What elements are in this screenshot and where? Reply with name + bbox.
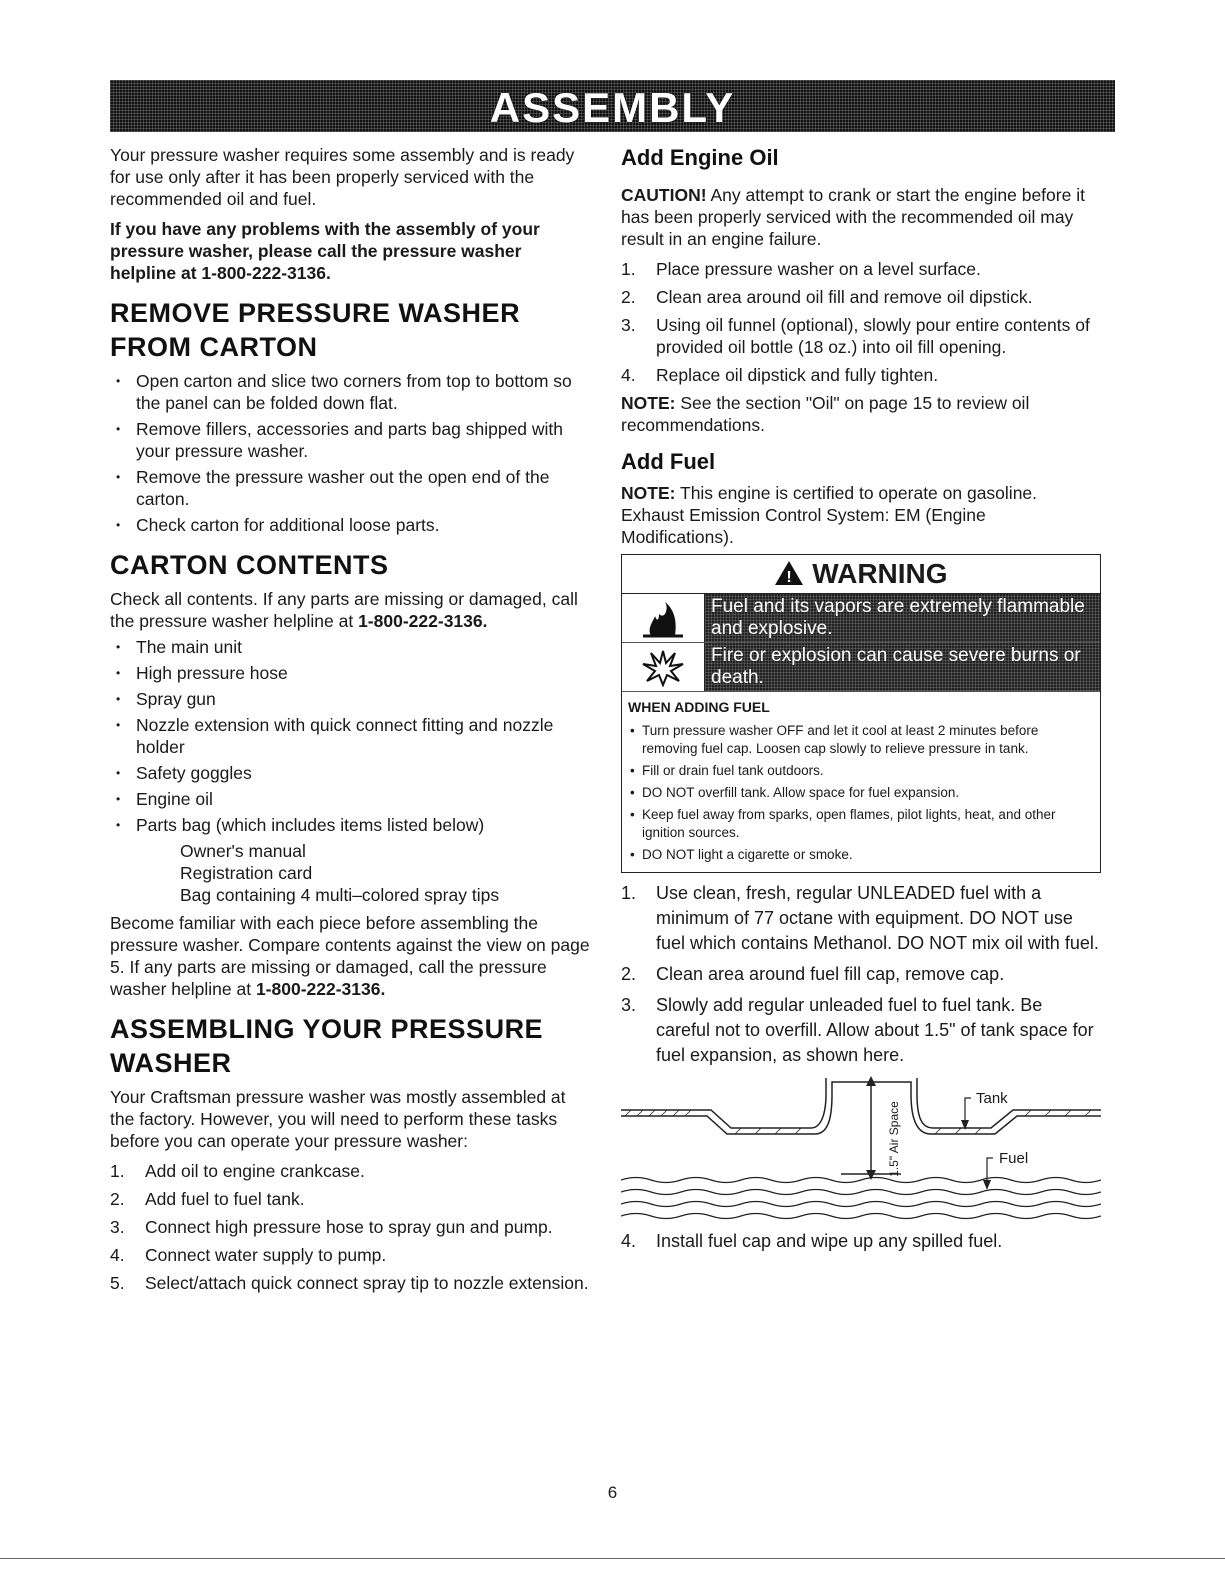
- list-item: • The main unit: [110, 636, 592, 658]
- step-number: 1.: [621, 883, 637, 903]
- step-number: 1.: [110, 1161, 125, 1181]
- step-text: Connect water supply to pump.: [145, 1245, 387, 1265]
- step-text: Replace oil dipstick and fully tighten.: [656, 365, 939, 385]
- air-space-label: 1.5" Air Space: [887, 1101, 901, 1177]
- warning-row-flammable: [622, 594, 1100, 643]
- oil-steps: [621, 258, 1101, 386]
- fuel-tank-diagram: [621, 1074, 1101, 1224]
- note-label: NOTE:: [621, 483, 676, 503]
- step-number: 4.: [621, 365, 636, 385]
- step-number: 4.: [110, 1245, 125, 1265]
- step-item: [621, 258, 1101, 280]
- step-number: 2.: [621, 964, 637, 984]
- contents-intro-text: Check all contents. If any parts are missing or damaged, call the pressure washer helpline at: [110, 589, 578, 631]
- list-item: • Nozzle extension with quick connect fitting and nozzle holder: [110, 714, 592, 758]
- list-item: • Safety goggles: [110, 762, 592, 784]
- flammable-icon: [622, 594, 705, 642]
- oil-note: [621, 392, 1101, 436]
- step-text: Clean area around fuel fill cap, remove cap.: [656, 964, 1005, 984]
- fuel-steps: [621, 881, 1101, 1068]
- step-text: Select/attach quick connect spray tip to nozzle extension.: [145, 1273, 589, 1293]
- right-column: [621, 144, 1101, 1258]
- fuel-note: [621, 482, 1101, 548]
- step-item: [110, 1160, 592, 1182]
- step-item: [110, 1216, 592, 1238]
- list-item: • Open carton and slice two corners from top to bottom so the panel can be folded down flat.: [110, 370, 592, 414]
- caution-label: CAUTION!: [621, 185, 707, 205]
- page-number: 6: [607, 1483, 618, 1502]
- step-text: Add fuel to fuel tank.: [145, 1189, 305, 1209]
- note-label: NOTE:: [621, 393, 676, 413]
- step-text: Use clean, fresh, regular UNLEADED fuel with a minimum of 77 octane with equipment. DO NOT use fuel which contains Methanol. DO NOT mix oil with fuel.: [656, 883, 1099, 953]
- list-item: • Remove fillers, accessories and parts bag shipped with your pressure washer.: [110, 418, 592, 462]
- step-number: 3.: [110, 1217, 125, 1237]
- step-item: [621, 962, 1101, 987]
- list-item: • Remove the pressure washer out the open end of the carton.: [110, 466, 592, 510]
- step-item: [110, 1244, 592, 1266]
- step-number: 5.: [110, 1273, 125, 1293]
- remove-heading: REMOVE PRESSURE WASHER FROM CARTON: [110, 298, 521, 362]
- step-number: 2.: [110, 1189, 125, 1209]
- contents-list: [110, 636, 592, 836]
- list-item: Bag containing 4 multi–colored spray tips: [180, 885, 500, 905]
- list-item: • Fill or drain fuel tank outdoors.: [628, 762, 1094, 780]
- warning-row-explosion: [622, 643, 1100, 692]
- step-text: Connect high pressure hose to spray gun and pump.: [145, 1217, 553, 1237]
- parts-bag-list: [110, 840, 592, 906]
- note-text: See the section "Oil" on page 15 to review oil recommendations.: [621, 393, 1030, 435]
- explosion-icon: [622, 643, 705, 691]
- tank-cross-section: [621, 1074, 1101, 1224]
- assembling-heading: ASSEMBLING YOUR PRESSURE WASHER: [110, 1014, 544, 1078]
- assembling-intro: Your Craftsman pressure washer was mostly assembled at the factory. However, you will need to perform these tasks before you can operate your pressure washer:: [110, 1087, 566, 1151]
- remove-list: [110, 370, 592, 536]
- step-item: [621, 314, 1101, 358]
- familiar-paragraph: [110, 912, 592, 1000]
- intro-paragraph: Your pressure washer requires some assembly and is ready for use only after it has been properly serviced with the recommended oil and fuel.: [110, 145, 575, 209]
- list-item: • High pressure hose: [110, 662, 592, 684]
- fuel-label: Fuel: [999, 1150, 1029, 1167]
- caution-paragraph: [621, 184, 1101, 250]
- helpline-number: 1-800-222-3136.: [358, 611, 488, 631]
- step-item: [621, 993, 1101, 1068]
- banner-title: ASSEMBLY: [489, 84, 736, 131]
- step-number: 2.: [621, 287, 636, 307]
- step-text: Install fuel cap and wipe up any spilled fuel.: [656, 1231, 1003, 1251]
- list-item: Owner's manual: [180, 841, 306, 861]
- step-item: [110, 1188, 592, 1210]
- step-text: Place pressure washer on a level surface.: [656, 259, 981, 279]
- list-item: • DO NOT overfill tank. Allow space for fuel expansion.: [628, 784, 1094, 802]
- step-text: Using oil funnel (optional), slowly pour entire contents of provided oil bottle (18 oz.) into oil fill opening.: [656, 315, 1090, 357]
- step-item: [621, 1230, 1101, 1252]
- assembling-steps: [110, 1160, 592, 1294]
- list-item: • Keep fuel away from sparks, open flames, pilot lights, heat, and other ignition sources.: [628, 806, 1094, 842]
- add-fuel-heading: Add Fuel: [621, 449, 716, 474]
- left-column: [110, 144, 592, 1300]
- step-number: 1.: [621, 259, 636, 279]
- list-item: Registration card: [180, 863, 313, 883]
- step-item: [621, 881, 1101, 956]
- list-item: • DO NOT light a cigarette or smoke.: [628, 846, 1094, 864]
- warning-text-flammable: Fuel and its vapors are extremely flammable and explosive.: [705, 594, 1100, 642]
- contents-heading: CARTON CONTENTS: [110, 550, 389, 580]
- step-number: 3.: [621, 995, 637, 1015]
- list-item: • Spray gun: [110, 688, 592, 710]
- list-item: • Engine oil: [110, 788, 592, 810]
- list-item: • Parts bag (which includes items listed below): [110, 814, 592, 836]
- familiar-text: Become familiar with each piece before assembling the pressure washer. Compare contents against the view on page 5. If any parts are missing or damaged, call the pressure washer helpline at: [110, 913, 590, 999]
- step-text: Add oil to engine crankcase.: [145, 1161, 365, 1181]
- warning-box: [621, 554, 1101, 873]
- step-item: [621, 286, 1101, 308]
- list-item: • Check carton for additional loose parts.: [110, 514, 592, 536]
- note-text: This engine is certified to operate on gasoline. Exhaust Emission Control System: EM (Engine Modifications).: [621, 483, 1038, 547]
- step-number: 4.: [621, 1231, 637, 1251]
- final-step: [621, 1230, 1101, 1252]
- warning-triangle-icon: [774, 560, 804, 586]
- svg-text:!: !: [786, 569, 793, 586]
- warning-instructions: [622, 692, 1100, 872]
- warning-text-explosion: Fire or explosion can cause severe burns or death.: [705, 643, 1100, 691]
- list-item: • Turn pressure washer OFF and let it cool at least 2 minutes before removing fuel cap. Loosen cap slowly to relieve pressure in tank.: [628, 722, 1094, 758]
- step-item: [110, 1272, 592, 1294]
- step-text: Clean area around oil fill and remove oil dipstick.: [656, 287, 1033, 307]
- helpline-number: 1-800-222-3136.: [255, 979, 386, 999]
- warning-header: [622, 555, 1100, 594]
- step-text: Slowly add regular unleaded fuel to fuel tank. Be careful not to overfill. Allow about 1.5" of tank space for fuel expansion, as shown here.: [656, 995, 1094, 1065]
- page-bottom-rule: [0, 1558, 1225, 1559]
- section-banner: [110, 80, 1115, 132]
- add-oil-heading: Add Engine Oil: [621, 145, 779, 170]
- warning-list: [628, 722, 1094, 864]
- step-item: [621, 364, 1101, 386]
- caution-text: Any attempt to crank or start the engine before it has been properly serviced with the recommended oil may result in an engine failure.: [621, 185, 1085, 249]
- warning-title: WARNING: [812, 558, 948, 589]
- contents-intro: [110, 588, 592, 632]
- step-number: 3.: [621, 315, 636, 335]
- helpline-notice: If you have any problems with the assembly of your pressure washer, please call the pressure washer helpline at 1-800-222-3136.: [110, 219, 540, 283]
- tank-label: Tank: [976, 1090, 1008, 1107]
- when-adding-fuel-heading: WHEN ADDING FUEL: [628, 699, 770, 715]
